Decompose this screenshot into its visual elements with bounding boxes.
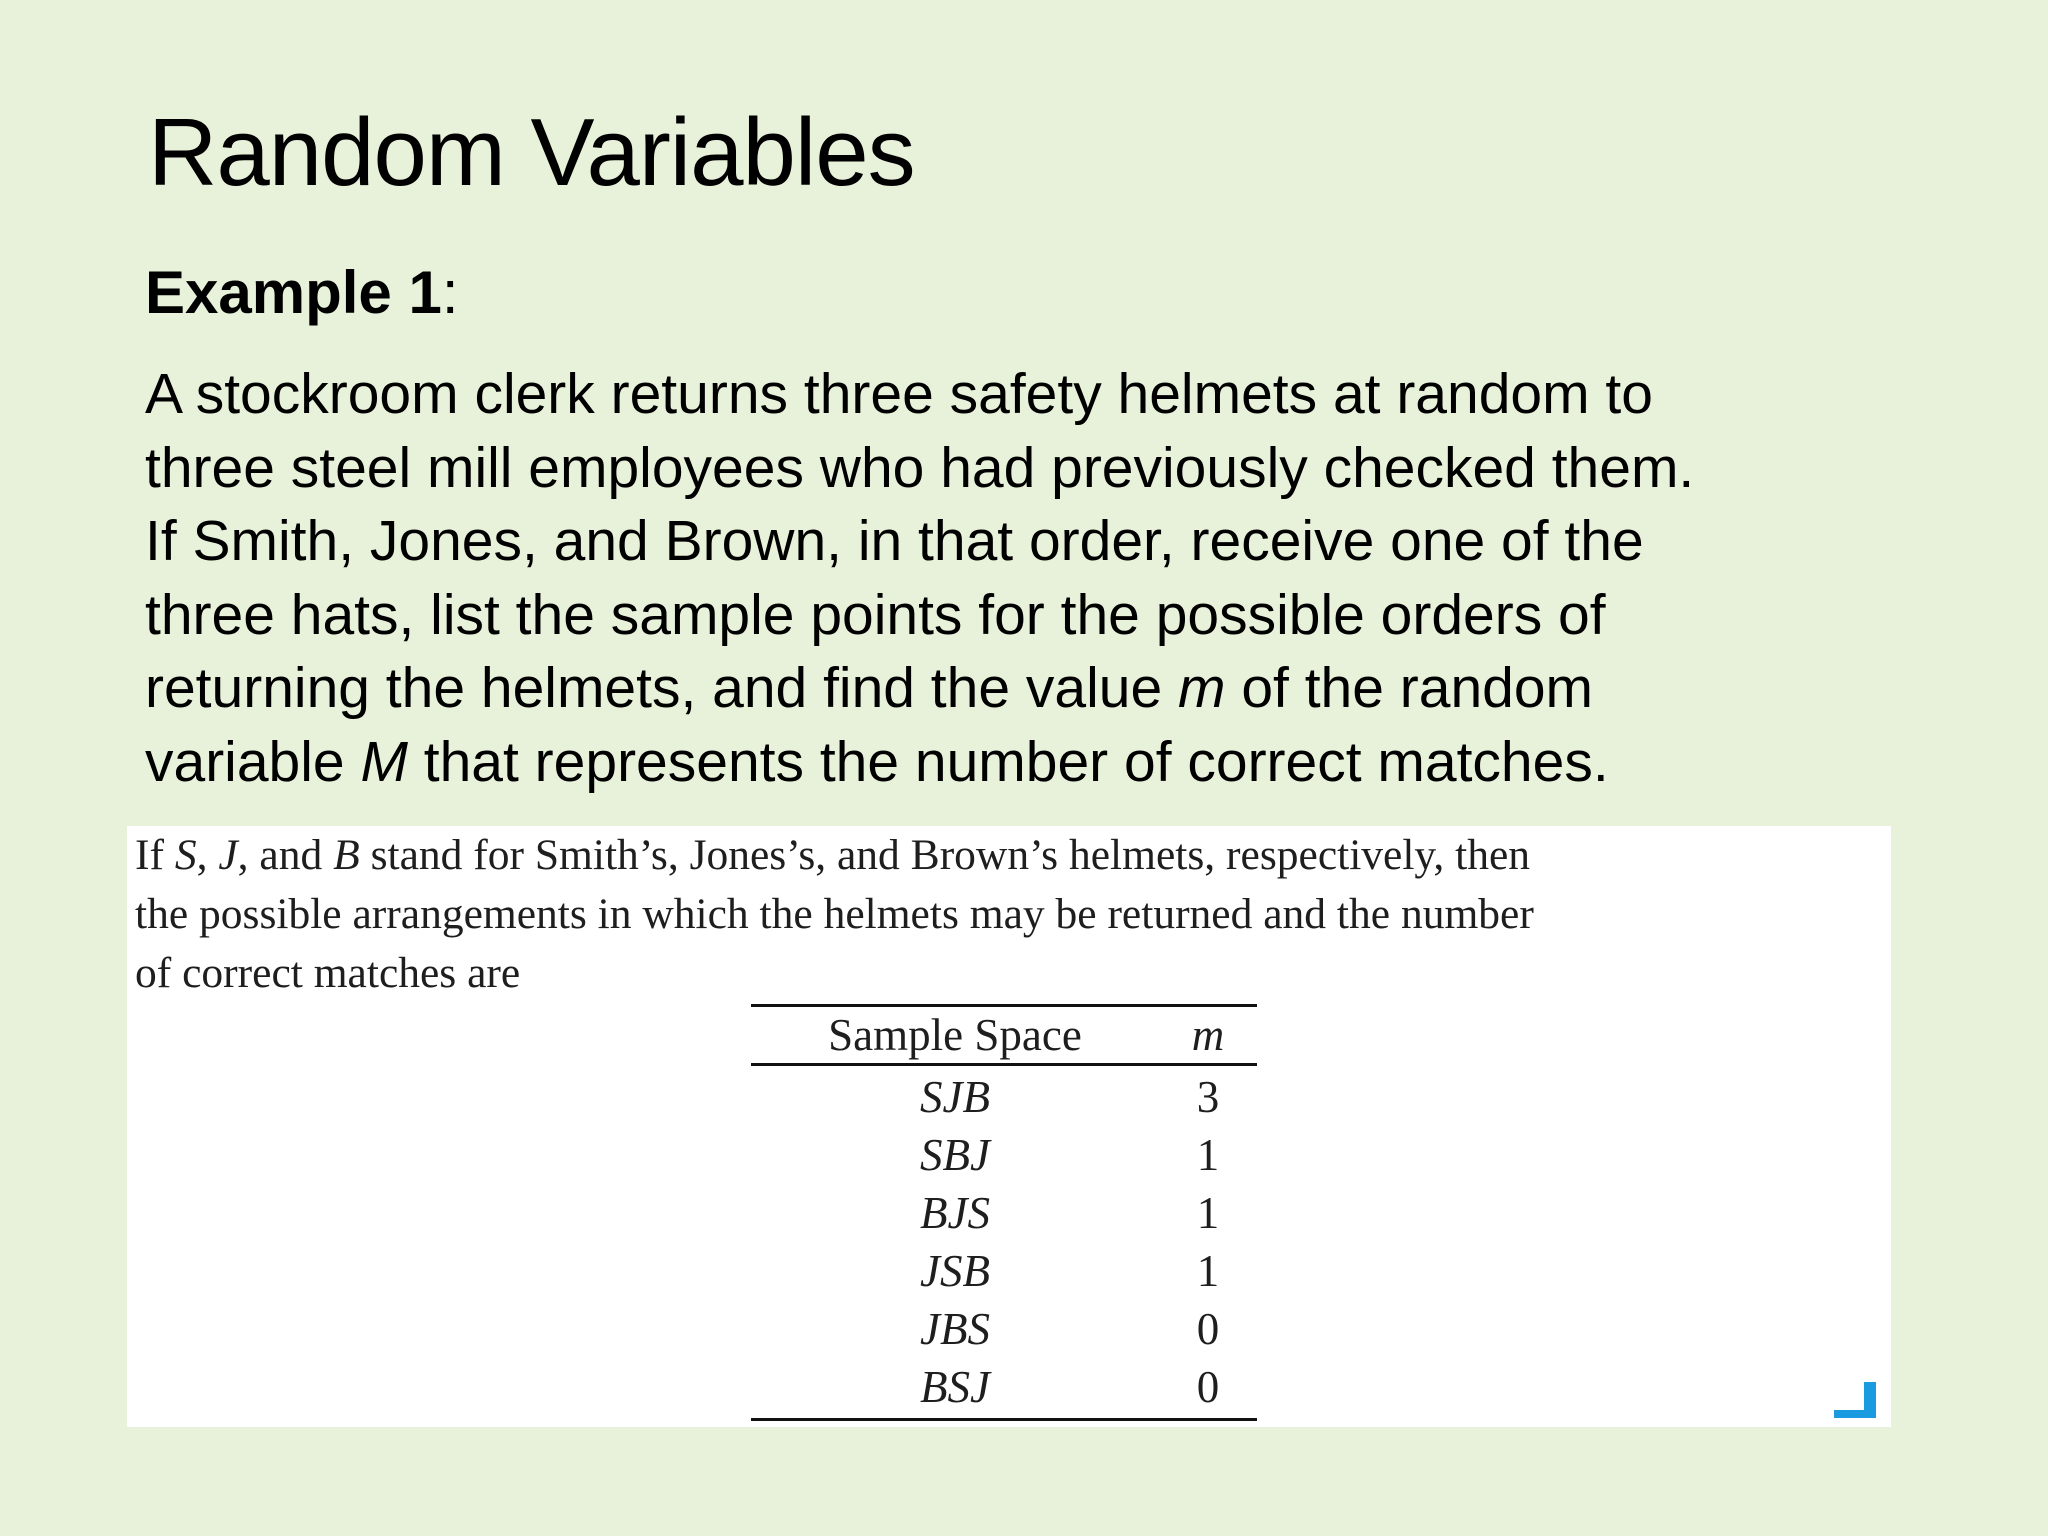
sample-point-cell: SJB (920, 1072, 990, 1122)
table-body (751, 1066, 1257, 1418)
sample-point-cell: JBS (920, 1304, 990, 1354)
table-row (751, 1300, 1257, 1358)
sample-point-cell: BSJ (920, 1362, 990, 1412)
text-run: , and (237, 831, 334, 879)
m-value-cell: 0 (1196, 1304, 1220, 1354)
variable-m: m (1178, 656, 1226, 720)
variable-J: J (218, 831, 238, 879)
table-row (751, 1358, 1257, 1416)
variable-B: B (333, 831, 360, 879)
table-bottom-rule (751, 1418, 1257, 1421)
problem-line (145, 652, 1885, 726)
text-run: , (196, 831, 219, 879)
text-run: that represents the number of correct matches. (407, 729, 1609, 794)
problem-line: If Smith, Jones, and Brown, in that order, receive one of the (145, 509, 1644, 573)
table-row (751, 1184, 1257, 1242)
problem-line: three steel mill employees who had previously checked them. (145, 435, 1695, 500)
text-run: of the random (1225, 656, 1594, 720)
sample-point-cell: JSB (920, 1246, 990, 1296)
table-row (751, 1242, 1257, 1300)
problem-statement (145, 358, 1885, 799)
variable-M: M (360, 729, 408, 794)
solution-line: the possible arrangements in which the helmets may be returned and the number (135, 890, 1534, 938)
slide-title: Random Variables (148, 99, 915, 206)
m-value-cell: 1 (1196, 1188, 1220, 1238)
table-row (751, 1126, 1257, 1184)
m-value-cell: 3 (1196, 1072, 1220, 1122)
text-run: variable (145, 729, 361, 794)
solution-line (135, 826, 1534, 885)
problem-line: A stockroom clerk returns three safety helmets at random to (145, 362, 1653, 426)
table-header-row (751, 1007, 1257, 1063)
text-run: stand for Smith’s, Jones’s, and Brown’s helmets, respectively, then (359, 831, 1531, 879)
sample-point-cell: SBJ (920, 1130, 990, 1180)
text-run: returning the helmets, and find the value (145, 656, 1178, 720)
header-m: m (1191, 1010, 1225, 1060)
variable-S: S (174, 831, 197, 879)
resize-handle-icon[interactable] (1834, 1382, 1876, 1418)
m-value-cell: 1 (1196, 1246, 1220, 1296)
example-heading (145, 258, 459, 328)
m-value-cell: 1 (1196, 1130, 1220, 1180)
problem-line (145, 726, 1885, 800)
m-value-cell: 0 (1196, 1362, 1220, 1412)
problem-line: three hats, list the sample points for the possible orders of (145, 582, 1606, 647)
solution-image[interactable] (127, 826, 1891, 1427)
example-label: Example 1 (145, 259, 442, 326)
text-run: If (135, 831, 175, 879)
solution-line: of correct matches are (135, 949, 521, 997)
sample-point-cell: BJS (920, 1188, 990, 1238)
header-sample-space: Sample Space (828, 1010, 1082, 1060)
solution-text (135, 826, 1534, 1003)
sample-space-table (751, 1004, 1257, 1421)
table-row (751, 1068, 1257, 1126)
example-colon: : (441, 259, 459, 326)
